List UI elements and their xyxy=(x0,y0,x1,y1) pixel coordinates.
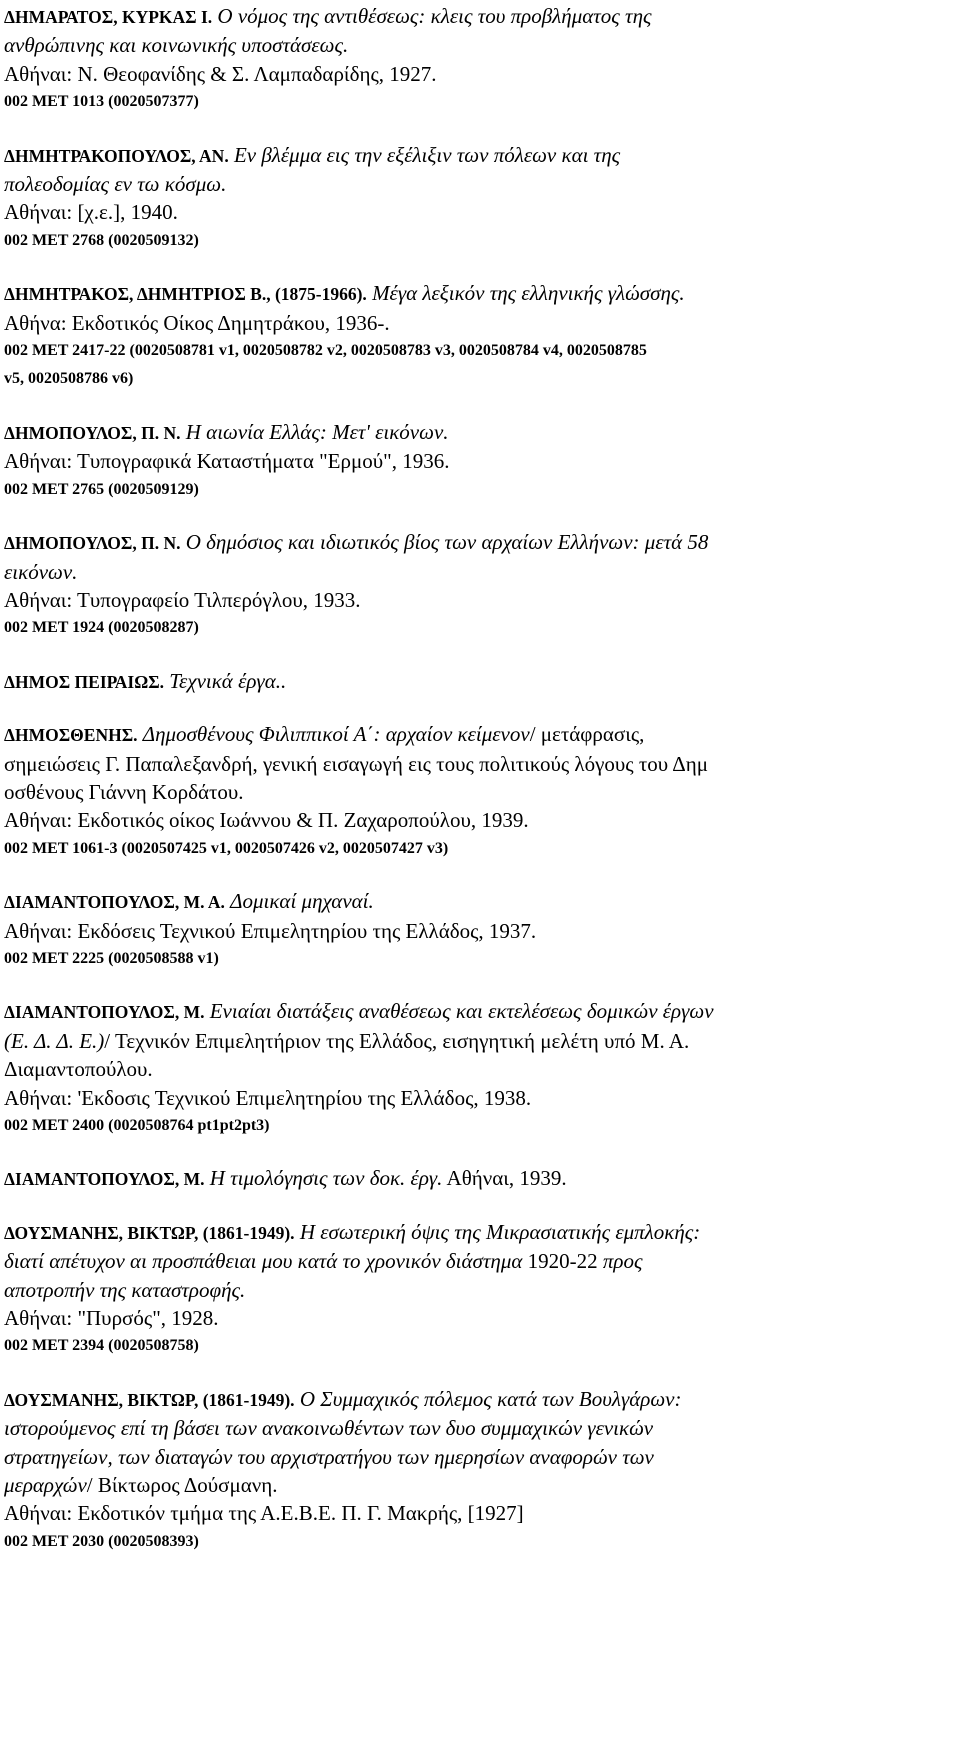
entry-description-continued: οσθένους Γιάννη Κορδάτου. xyxy=(4,779,244,804)
entry-heading-line xyxy=(4,667,950,696)
entry-call-number: 002 MET 2400 (0020508764 pt1pt2pt3) xyxy=(4,1117,270,1134)
entry-title: Η τιμολόγησις των δοκ. έργ. xyxy=(209,1166,443,1191)
entry-description-continued: Διαμαντοπούλου. xyxy=(4,1057,153,1082)
entry-title-continued: (Ε. Δ. Δ. Ε.) xyxy=(4,1028,105,1053)
entry-heading-line xyxy=(4,141,950,170)
entry-publication: Αθήναι: Τυπογραφείο Τιλπερόγλου, 1933. xyxy=(4,587,361,612)
entry-call-number: 002 MET 2030 (0020508393) xyxy=(4,1532,199,1550)
entry-heading-line xyxy=(4,1385,950,1414)
entry-publication: Αθήνα: Εκδοτικός Οίκος Δημητράκου, 1936-. xyxy=(4,310,390,335)
entry-title: Τεχνικά έργα.. xyxy=(169,668,287,693)
entry-author: ΔΙΑΜΑΝΤΟΠΟΥΛΟΣ, Μ. xyxy=(4,1169,205,1190)
bibliography-entry xyxy=(4,528,950,643)
entry-title-continued-2: αποτροπήν της καταστροφής. xyxy=(4,1277,246,1302)
entry-description: σημειώσεις Γ. Παπαλεξανδρή, γενική εισαγωγή εις τους πολιτικούς λόγους του Δημ xyxy=(4,751,709,776)
bibliography-entry xyxy=(4,2,950,117)
entry-title-continued-line xyxy=(4,1247,950,1275)
entry-author: ΔΗΜΟΠΟΥΛΟΣ, Π. Ν. xyxy=(4,422,181,443)
entry-heading-line xyxy=(4,887,950,916)
entry-title: Δημοσθένους Φιλιππικοί Α΄: αρχαίον κείμενον xyxy=(142,722,530,747)
entry-title: Μέγα λεξικόν της ελληνικής γλώσσης. xyxy=(372,281,685,306)
entry-author: ΔΗΜΟΣ ΠΕΙΡΑΙΩΣ. xyxy=(4,671,165,692)
entry-title-date: 1920-22 xyxy=(527,1249,598,1274)
bibliography-entry xyxy=(4,997,950,1140)
entry-title: Ο Συμμαχικός πόλεμος κατά των Βουλγάρων: xyxy=(299,1386,682,1411)
bibliography-list xyxy=(4,2,950,1556)
entry-title-remainder: / Τεχνικόν Επιμελητήριον της Ελλάδος, εισηγητική μελέτη υπό Μ. Α. xyxy=(104,1028,690,1053)
entry-heading-line xyxy=(4,720,950,749)
entry-author: ΔΙΑΜΑΝΤΟΠΟΥΛΟΣ, Μ. Α. xyxy=(4,892,225,913)
entry-publication: Αθήναι: 'Εκδοσις Τεχνικού Επιμελητηρίου της Ελλάδος, 1938. xyxy=(4,1085,532,1110)
entry-call-number: 002 MET 2225 (0020508588 v1) xyxy=(4,949,219,967)
entry-title: Η αιωνία Ελλάς: Μετ' εικόνων. xyxy=(185,419,449,444)
entry-author: ΔΗΜΟΠΟΥΛΟΣ, Π. Ν. xyxy=(4,533,181,554)
entry-publication: Αθήναι: Εκδόσεις Τεχνικού Επιμελητηρίου της Ελλάδος, 1937. xyxy=(4,918,537,943)
entry-publication: Αθήναι: "Πυρσός", 1928. xyxy=(4,1306,219,1331)
entry-title-remainder: / μετάφρασις, xyxy=(529,722,645,747)
bibliography-entry xyxy=(4,1385,950,1556)
entry-author: ΔΗΜΗΤΡΑΚΟΣ, ΔΗΜΗΤΡΙΟΣ Β., (1875-1966). xyxy=(4,284,367,305)
entry-heading-line xyxy=(4,1218,950,1247)
entry-publication: Αθήναι: Εκδοτικός οίκος Ιωάννου & Π. Ζαχαροπούλου, 1939. xyxy=(4,808,529,833)
entry-heading-line xyxy=(4,279,950,308)
entry-title-continued: εικόνων. xyxy=(4,559,78,584)
entry-heading-line xyxy=(4,528,950,557)
bibliography-entry xyxy=(4,887,950,973)
entry-call-number-continued: v5, 0020508786 v6) xyxy=(4,370,134,388)
entry-title-continued: διατί απέτυχον αι προσπάθειαι μου κατά το χρονικόν διάστημα xyxy=(4,1249,523,1274)
entry-title: Δομικαί μηχαναί. xyxy=(230,889,374,914)
entry-title-continued-2: στρατηγείων, των διαταγών του αρχιστρατήγου των ημερησίων αναφορών των xyxy=(4,1444,654,1469)
entry-author: ΔΗΜΟΣΘΕΝΗΣ. xyxy=(4,725,138,746)
entry-title-continued-3-line xyxy=(4,1471,950,1499)
entry-title-remainder: / Βίκτωρος Δούσμανη. xyxy=(86,1473,278,1498)
entry-author: ΔΗΜΗΤΡΑΚΟΠΟΥΛΟΣ, ΑΝ. xyxy=(4,145,229,166)
entry-call-number: 002 MET 2765 (0020509129) xyxy=(4,480,199,498)
entry-title: Ο νόμος της αντιθέσεως: κλεις του προβλήματος της xyxy=(217,4,652,28)
entry-call-number: 002 MET 1924 (0020508287) xyxy=(4,619,199,637)
bibliography-entry xyxy=(4,1164,950,1193)
entry-title-remainder: Αθήναι, 1939. xyxy=(446,1166,567,1191)
entry-heading-line xyxy=(4,997,950,1026)
entry-title-end: προς xyxy=(602,1249,643,1274)
entry-title-continued: πολεοδομίας εν τω κόσμω. xyxy=(4,172,227,197)
bibliography-entry xyxy=(4,418,950,504)
bibliography-entry xyxy=(4,141,950,256)
entry-publication: Αθήναι: Εκδοτικόν τμήμα της Α.Ε.Β.Ε. Π. Γ. Μακρής, [1927] xyxy=(4,1501,524,1526)
entry-author: ΔΗΜΑΡΑΤΟΣ, ΚΥΡΚΑΣ Ι. xyxy=(4,7,213,27)
entry-call-number: 002 MET 1061-3 (0020507425 v1, 0020507426 v2, 0020507427 v3) xyxy=(4,839,449,857)
bibliography-entry xyxy=(4,667,950,696)
entry-publication: Αθήναι: Ν. Θεοφανίδης & Σ. Λαμπαδαρίδης, 1927. xyxy=(4,61,437,86)
entry-title: Η εσωτερική όψις της Μικρασιατικής εμπλοκής: xyxy=(299,1219,701,1244)
entry-title: Ο δημόσιος και ιδιωτικός βίος των αρχαίων Ελλήνων: μετά 58 xyxy=(185,530,709,555)
entry-call-number: 002 MET 1013 (0020507377) xyxy=(4,93,199,111)
entry-title-continued: ανθρώπινης και κοινωνικής υποστάσεως. xyxy=(4,33,349,58)
bibliography-entry xyxy=(4,1218,950,1361)
entry-publication: Αθήναι: [χ.ε.], 1940. xyxy=(4,200,178,225)
entry-call-number: 002 MET 2768 (0020509132) xyxy=(4,231,199,249)
entry-publication: Αθήναι: Τυπογραφικά Καταστήματα "Ερμού", 1936. xyxy=(4,449,450,474)
entry-title-continued-3: μεραρχών xyxy=(4,1473,87,1498)
entry-heading-line xyxy=(4,418,950,447)
entry-author: ΔΟΥΣΜΑΝΗΣ, ΒΙΚΤΩΡ, (1861-1949). xyxy=(4,1389,295,1410)
entry-heading-line xyxy=(4,1164,950,1193)
entry-author: ΔΟΥΣΜΑΝΗΣ, ΒΙΚΤΩΡ, (1861-1949). xyxy=(4,1222,295,1243)
bibliography-entry xyxy=(4,279,950,394)
entry-title-continued-line xyxy=(4,1027,950,1055)
entry-author: ΔΙΑΜΑΝΤΟΠΟΥΛΟΣ, Μ. xyxy=(4,1002,205,1023)
bibliography-entry xyxy=(4,720,950,863)
entry-title-continued: ιστορούμενος επί τη βάσει των ανακοινωθέντων των δυο συμμαχικών γενικών xyxy=(4,1416,654,1441)
entry-title: Εν βλέμμα εις την εξέλιξιν των πόλεων και της xyxy=(233,142,621,167)
entry-call-number: 002 MET 2394 (0020508758) xyxy=(4,1337,199,1355)
entry-title: Ενιαίαι διατάξεις αναθέσεως και εκτελέσεως δομικών έργων xyxy=(209,999,714,1024)
entry-heading-line xyxy=(4,2,950,31)
entry-call-number: 002 MET 2417-22 (0020508781 v1, 0020508782 v2, 0020508783 v3, 0020508784 v4, 0020508785 xyxy=(4,342,647,360)
